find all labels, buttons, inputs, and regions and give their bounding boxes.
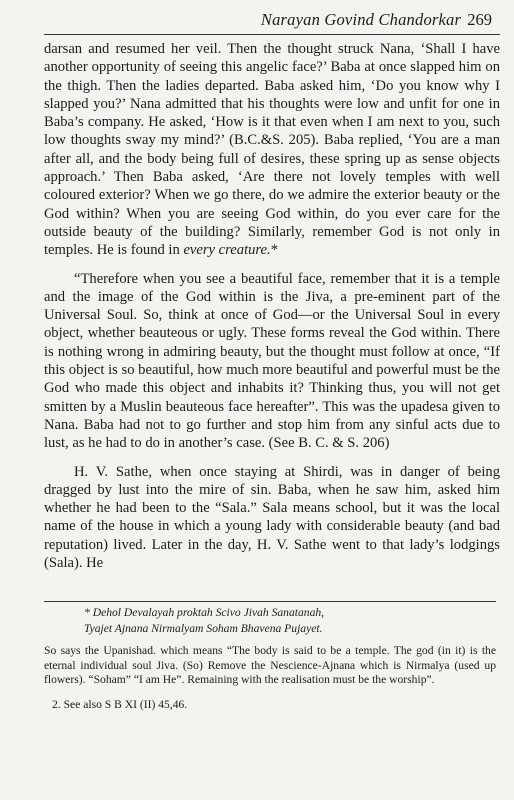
body-text	[44, 40, 500, 572]
footnote-2: 2. See also S B XI (II) 45,46.	[52, 697, 188, 711]
paragraph-1-text: darsan and resumed her veil. Then the thought struck Nana, ‘Shall I have another opportunity of seeing this angelic face?’ Baba at once slapped him on the thigh. Then the ladies departed. Baba asked him, ‘Do you know why I slapped you?’ Nana admitted that his thoughts were low and unfit for one in Baba’s company. He asked, ‘How is it that even when I am next to you, such low thoughts sway my mind?’ (B.C.&S. 205). Baba replied, ‘You are a man after all, and the body being full of desires, these spring up as sense objects approach.’ Then Baba asked, ‘Are there not lovely temples with well coloured exterior? When we go there, do we admire the exterior beauty or the God within? When you are seeing God within, do you ever care for the outside beauty of the building? Similarly, remember God is not only in temples. He is found in	[44, 41, 500, 259]
paragraph-1	[44, 40, 500, 260]
page-number: 269	[467, 10, 492, 29]
verse-line-1: * Dehol Devalayah proktah Scivo Jivah Sanatanah,	[84, 606, 325, 619]
paragraph-2: “Therefore when you see a beautiful face, remember that it is a temple and the image of the God within is the Jiva, a pre-eminent part of the Universal Soul. So, think at once of God—or the Universal Soul in every object, whether beauteous or ugly. These forms reveal the God within. There is nothing wrong in admiring beauty, but the thought must follow at once, “If this object is so beautiful, how much more beautiful and powerful must be the God who made this object and inhabits it? Thinking thus, you will not get smitten by a Muslin beauteous face hereafter”. This was the upadesa given to Nana. Baba had not to go further and stop him from any sinful acts due to lust, as he had to do in another’s case. (See B. C. & S. 206)	[44, 270, 500, 452]
running-header	[44, 8, 492, 34]
running-title: Narayan Govind Chandorkar	[260, 10, 462, 29]
verse-line-2: Tyajet Ajnana Nirmalyam Soham Bhavena Pujayet.	[84, 621, 323, 635]
emphasis-every-creature: every creature.	[183, 242, 271, 259]
paragraph-3: H. V. Sathe, when once staying at Shirdi, was in danger of being dragged by lust into the mire of sin. Baba, when he saw him, asked him whether he had been to the “Sala.” Sala means school, but it was the local name of the house in which a young lady with considerable beauty (and bad reputation) lived. Later in the day, H. V. Sathe went to that lady’s lodgings (Sala). He	[44, 463, 500, 572]
footnote-rule	[44, 601, 496, 602]
footnote-explanation: So says the Upanishad. which means “The body is said to be a temple. The god (in it) is the eternal individual soul Jiva. (So) Remove the Nescience-Ajnana which is Nirmalya (used up flowers). “Soham” “I am He”. Remaining with the realisation must be the worship”.	[44, 644, 496, 687]
footnotes	[44, 606, 496, 713]
sanskrit-verse	[44, 606, 496, 636]
footnote-marker: *	[270, 242, 278, 259]
header-rule	[44, 34, 500, 35]
